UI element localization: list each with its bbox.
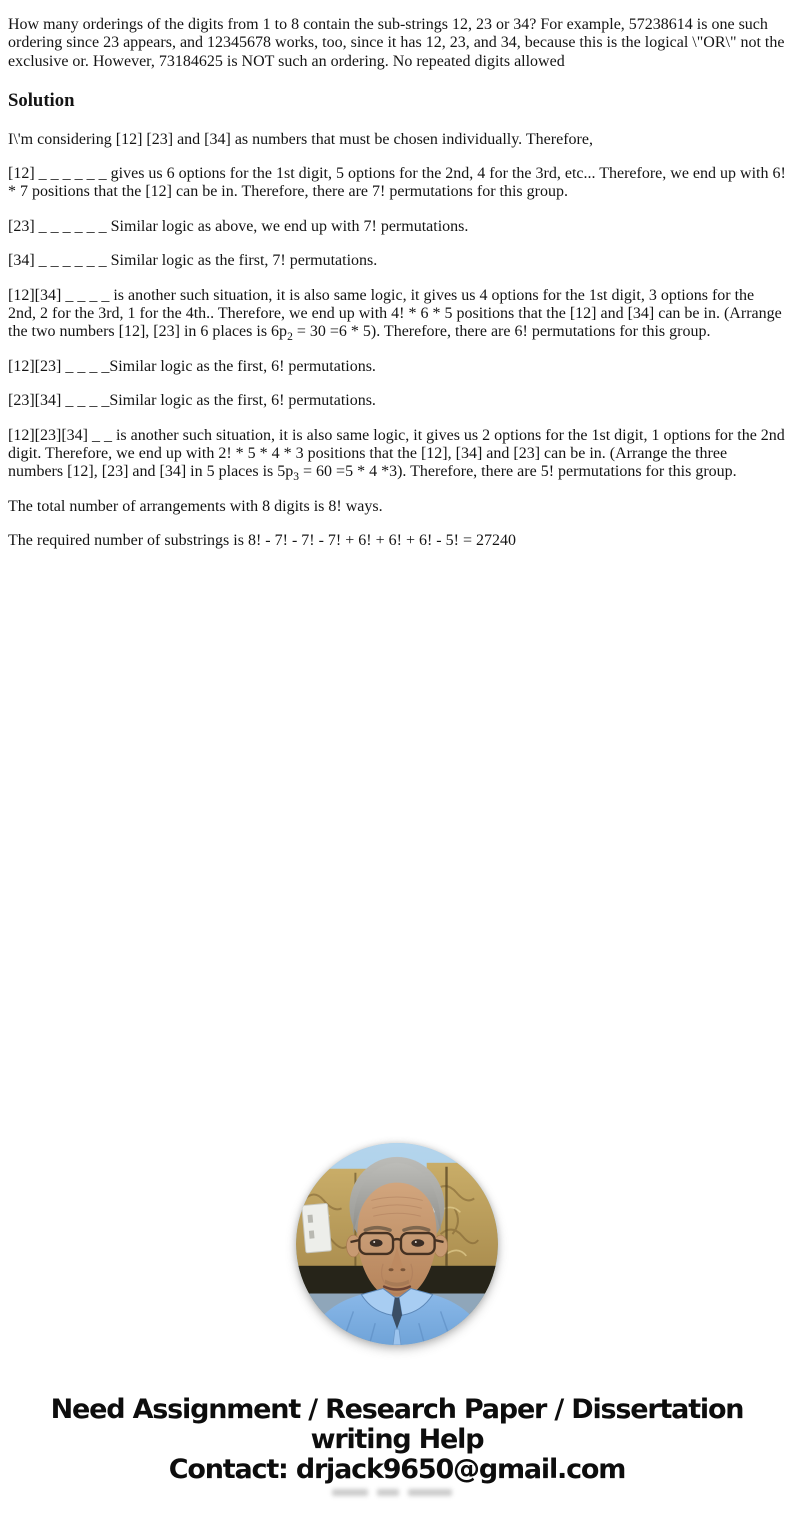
footer-promo (8, 1395, 786, 1485)
help-headline-line2: writing Help (310, 1423, 484, 1455)
text-run: [12][23][34] _ _ is another such situation, it is also same logic, it gives us 2 options for the 1st digit, 1 options for the 2nd digit. Therefore, we end up with 2! * 5 * 4 * 3 positions that the [12], [34] and [23] can be in. (Arrange the three numbers [12], [23] and [34] in 5 places is 5p (8, 426, 785, 481)
solution-paragraph-34: [34] _ _ _ _ _ _ Similar logic as the first, 7! permutations. (8, 252, 378, 270)
text-run: = 30 =6 * 5). Therefore, there are 6! permutations for this group. (292, 323, 711, 341)
solution-paragraph-12-23: [12][23] _ _ _ _Similar logic as the first, 6! permutations. (8, 357, 376, 375)
solution-paragraph-total: The total number of arrangements with 8 digits is 8! ways. (8, 497, 383, 515)
solution-paragraph-12-23-34 (8, 427, 786, 482)
help-headline (8, 1395, 786, 1455)
solution-paragraph-23: [23] _ _ _ _ _ _ Similar logic as above, we end up with 7! permutations. (8, 217, 469, 235)
document-page (8, 16, 786, 1498)
solution-paragraph-23-34: [23][34] _ _ _ _Similar logic as the first, 6! permutations. (8, 392, 376, 410)
subscript: 2 (287, 331, 293, 344)
help-headline-line1: Need Assignment / Research Paper / Dissertation (50, 1393, 744, 1425)
solution-paragraph-12-34 (8, 287, 786, 342)
avatar-section (8, 1143, 786, 1345)
blurred-artifact (332, 1489, 462, 1498)
text-run: [12][34] _ _ _ _ is another such situation, it is also same logic, it gives us 4 options for the 1st digit, 3 options for the 2nd, 2 for the 3rd, 1 for the 4th.. Therefore, we end up with 4! * 6 * 5 positions that the [12] and [34] can be in. (Arrange the two numbers [12], [23] in 6 places is 6p (8, 286, 782, 341)
problem-statement: How many orderings of the digits from 1 to 8 contain the sub-strings 12, 23 or 34? For example, 57238614 is one such ordering since 23 appears, and 12345678 works, too, since it has 12, 23, and 34, because this is the logical \"OR\" not the exclusive or. However, 73184625 is NOT such an ordering. No repeated digits allowed (8, 16, 785, 70)
contact-email: Contact: drjack9650@gmail.com (168, 1453, 626, 1485)
text-run: = 60 =5 * 4 *3). Therefore, there are 5! permutations for this group. (299, 463, 737, 481)
solution-paragraph-12: [12] _ _ _ _ _ _ gives us 6 options for the 1st digit, 5 options for the 2nd, 4 for the 3rd, etc... Therefore, we end up with 6! * 7 positions that the [12] can be in. Therefore, there are 7! permutations for this group. (8, 165, 786, 201)
switch-plate (302, 1203, 332, 1253)
solution-paragraph-intro: I\'m considering [12] [23] and [34] as numbers that must be chosen individually. Therefore, (8, 130, 593, 148)
profile-photo (296, 1143, 498, 1345)
profile-photo-illustration (296, 1143, 498, 1345)
solution-heading: Solution (8, 90, 75, 112)
subscript: 3 (293, 471, 300, 484)
solution-paragraph-answer: The required number of substrings is 8! - 7! - 7! - 7! + 6! + 6! + 6! - 5! = 27240 (8, 532, 516, 550)
